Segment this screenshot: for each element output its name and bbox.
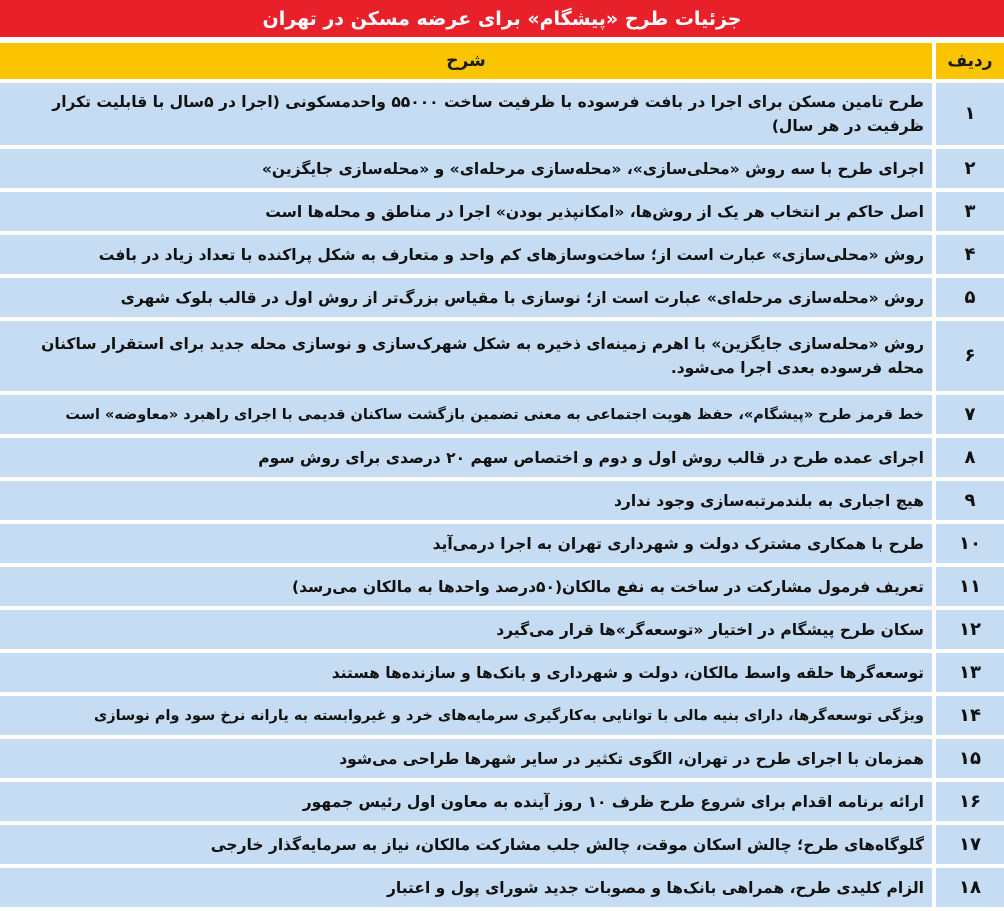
row-number: ۸ [936,438,1004,477]
row-number: ۷ [936,395,1004,434]
table-row [0,782,1004,821]
row-text: همزمان با اجرای طرح در تهران، الگوی تکثیر در سایر شهرها طراحی می‌شود [0,739,932,778]
row-number: ۱۱ [936,567,1004,606]
table-title: جزئیات طرح «پیشگام» برای عرضه مسکن در تهران [0,0,1004,37]
row-text: روش «محلی‌سازی» عبارت است از؛ ساخت‌وسازهای کم واحد و متعارف به شکل پراکنده با تعداد زیاد در بافت [0,235,932,274]
row-number: ۶ [936,321,1004,391]
table-row [0,868,1004,907]
row-number: ۵ [936,278,1004,317]
details-table [0,39,1004,911]
row-number: ۱۰ [936,524,1004,563]
row-text: خط قرمز طرح «پیشگام»، حفظ هویت اجتماعی به معنی تضمین بازگشت ساکنان قدیمی با اجرای راهبرد «معاوضه» است [0,395,932,434]
row-number: ۹ [936,481,1004,520]
row-text: سکان طرح پیشگام در اختیار «توسعه‌گر»ها قرار می‌گیرد [0,610,932,649]
row-number: ۴ [936,235,1004,274]
row-text: گلوگاه‌های طرح؛ چالش اسکان موقت، چالش جلب مشارکت مالکان، نیاز به سرمایه‌گذار خارجی [0,825,932,864]
row-text: الزام کلیدی طرح، همراهی بانک‌ها و مصوبات جدید شورای پول و اعتبار [0,868,932,907]
row-number: ۱۵ [936,739,1004,778]
table-row [0,278,1004,317]
row-text: تعریف فرمول مشارکت در ساخت به نفع مالکان(۵۰درصد واحدها به مالکان می‌رسد) [0,567,932,606]
row-text: اجرای عمده طرح در قالب روش اول و دوم و اختصاص سهم ۲۰ درصدی برای روش سوم [0,438,932,477]
table-row [0,481,1004,520]
row-number: ۱۳ [936,653,1004,692]
row-number: ۱۸ [936,868,1004,907]
row-number: ۱ [936,83,1004,145]
table-row [0,149,1004,188]
header-row [0,43,1004,79]
table-row [0,395,1004,434]
row-text: اصل حاکم بر انتخاب هر یک از روش‌ها، «امکانپذیر بودن» اجرا در مناطق و محله‌ها است [0,192,932,231]
table-row [0,610,1004,649]
row-text: ویژگی توسعه‌گرها، دارای بنیه مالی با توانایی به‌کارگیری سرمایه‌های خرد و غیروابسته به یارانه نرخ سود وام نوسازی [0,696,932,735]
table-row [0,524,1004,563]
row-number: ۱۷ [936,825,1004,864]
row-text: ارائه برنامه اقدام برای شروع طرح ظرف ۱۰ روز آینده به معاون اول رئیس جمهور [0,782,932,821]
table-row [0,567,1004,606]
row-text: روش «محله‌سازی مرحله‌ای» عبارت است از؛ نوسازی با مقیاس بزرگ‌تر از روش اول در قالب بلوک شهری [0,278,932,317]
table-row [0,739,1004,778]
table-row [0,696,1004,735]
table-row [0,235,1004,274]
row-text: طرح با همکاری مشترک دولت و شهرداری تهران به اجرا درمی‌آید [0,524,932,563]
row-number: ۳ [936,192,1004,231]
row-text: روش «محله‌سازی جایگزین» با اهرم زمینه‌ای ذخیره به شکل شهرک‌سازی و نوسازی محله جدید برای استقرار ساکنان محله فرسوده بعدی اجرا می‌شود. [0,321,932,391]
row-text: اجرای طرح با سه روش «محلی‌سازی»، «محله‌سازی مرحله‌ای» و «محله‌سازی جایگزین» [0,149,932,188]
table-row [0,438,1004,477]
header-num: ردیف [936,43,1004,79]
table-row [0,83,1004,145]
table-row [0,321,1004,391]
row-text: هیچ اجباری به بلندمرتبه‌سازی وجود ندارد [0,481,932,520]
row-text: طرح تامین مسکن برای اجرا در بافت فرسوده با ظرفیت ساخت ۵۵۰۰۰ واحدمسکونی (اجرا در ۵سال با قابلیت تکرار ظرفیت در هر سال) [0,83,932,145]
header-desc: شرح [0,43,932,79]
table-row [0,192,1004,231]
table-row [0,825,1004,864]
table-row [0,653,1004,692]
row-number: ۱۶ [936,782,1004,821]
row-text: توسعه‌گرها حلقه واسط مالکان، دولت و شهرداری و بانک‌ها و سازنده‌ها هستند [0,653,932,692]
row-number: ۱۲ [936,610,1004,649]
row-number: ۱۴ [936,696,1004,735]
row-number: ۲ [936,149,1004,188]
